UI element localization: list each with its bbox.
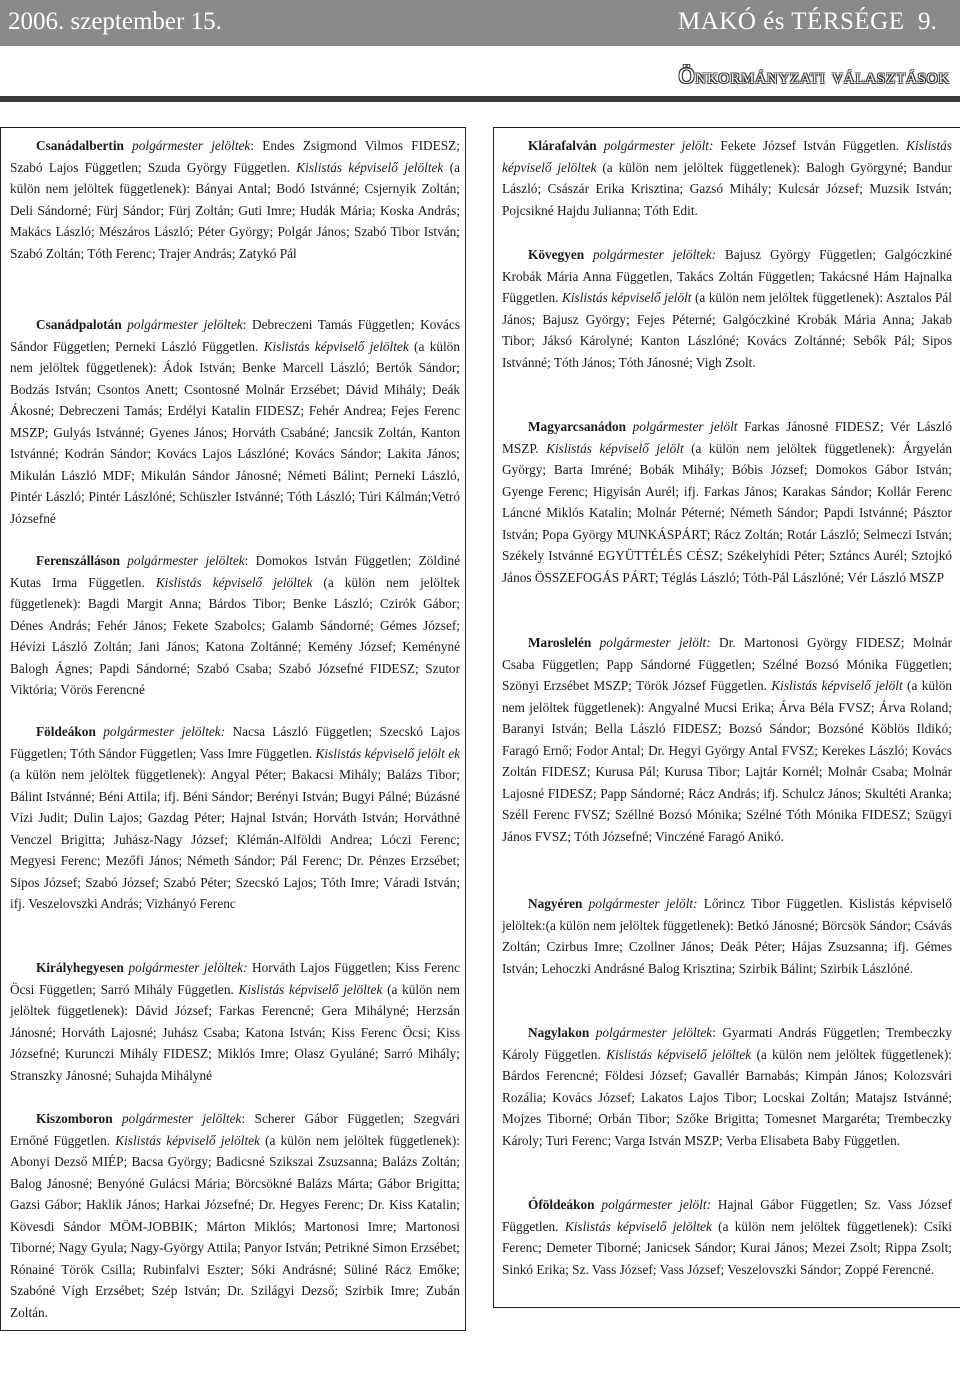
list-candidates: (a külön nem jelöltek függetlenek): Bányai Antal; Bodó Istvánné; Csjernyik Zoltán; Deli Sándorné; Fürj Sándor; Fürj Zoltán; Guti Imre; Hudák Mária; Koska András; Makács László; Mészáros László; Péter György; Polgár János; Szabó Tibor István; Szabó Zoltán; Tóth Ferenc; Trajer András; Zatykó Pál (10, 159, 460, 261)
mayor-candidates: : Debreczeni Tamás Független; Kovács Sándor Független; Perneki László Független. (10, 317, 460, 354)
list-candidates: (a külön nem jelöltek függetlenek): Angyal Péter; Bakacsi Mihály; Balázs Tibor; Bálint Istvánné; Béni Attila; ifj. Béni Sándor; Berényi István; Bugyi Pálné; Búzásné Vízi Judit; Dulin Lajos; Gazdag Péter; Hajnal István; Horváth István; Horváthné Venczel Brigitta; Juhász-Nagy József; Klémán-Alföldi Andrea; Lóczi Ferenc; Megyesi Ferenc; Mezőfi János; Németh Sándor; Pál Ferenc; Dr. Pénzes Erzsébet; Sipos József; Szabó József; Szabó Péter; Szecskó Lajos; Tóth Imre; Váradi István; ifj. Veszelovszki András; Vizhányó Ferenc (10, 767, 460, 911)
list-label: Kislistás képviselő jelöltek (115, 1132, 260, 1148)
town-name: Nagylakon (528, 1025, 590, 1040)
town-name: Királyhegyesen (36, 960, 124, 975)
candidate-entry (10, 135, 460, 264)
candidate-entry (10, 314, 460, 529)
list-candidates: (a külön nem jelöltek függetlenek): Árgyelán György; Barta Imréné; Bobák Mihály; Bóbis József; Domokos Gábor István; Gyenge Ferenc; Higyisán Aurél; ifj. Farkas János; Karakas Sándor; Kollár Ferenc Láncné Miklós Katalin; Molnár Péterné; Németh Sándor; Papdi Istvánné; Pásztor István; Popa György MUNKÁSPÁRT; Rácz Zoltán; Rotár László; Selmeczi István; Székely Istvánné EGYÜTTÉLÉS CÉSZ; Székelyhidi Péter; Sztáncs Aurél; Sztojkó János ÖSSZEFOGÁS PÁRT; Téglás László; Tóth-Pál Lászlóné; Vér László MSZP (502, 440, 952, 585)
list-candidates: (a külön nem jelöltek függetlenek): Abonyi Dezső MIÉP; Bacsa György; Badicsné Szikszai Zsuzsanna; Balázs Zoltán; Balog Jánosné; Benyóné Gulácsi Mária; Börcsökné Balázs Márta; Gábor Brigitta; Gazsi Gábor; Haklik János; Harkai Józsefné; Dr. Hegyes Ferenc; Dr. Kiss Katalin; Kövesdi Sándor MÖM-JOBBIK; Márton Miklós; Martonosi Imre; Martonosi Tiborné; Nagy Gyula; Nagy-György Attila; Panyor István; Petrikné Simon Erzsébet; Rónainé Török Csilla; Rubinfalvi Eszter; Sóki Andrásné; Süliné Rácz Emőke; Szabóné Vígh Erzsébet; Szép István; Dr. Szilágyi Dezső; Szirbik Imre; Zubán Zoltán. (10, 1132, 460, 1320)
town-name: Maroslelén (528, 635, 592, 650)
mayor-label: polgármester jelölt: (601, 1197, 711, 1212)
mayor-candidates: Horváth Lajos Független; Kiss Ferenc Öcsi Független; Sarró Mihály Független. (10, 960, 460, 997)
mayor-candidates: Fekete József István Független. (713, 138, 900, 153)
issue-date: 2006. szeptember 15. (8, 8, 222, 35)
town-name: Nagyéren (528, 896, 583, 911)
page-header-bar (0, 0, 960, 46)
candidate-entry (502, 632, 952, 847)
list-candidates: (a külön nem jelöltek függetlenek): Dávid József; Farkas Ferencné; Gera Mihályné; Herzsán Jánosné; Horváth Lajosné; Juhász Csaba; Katona István; Kiss Ferenc Öcsi; Kiss Józsefné; Kurunczi Mihály FIDESZ; Miklós Imre; Olasz Gyuláné; Sarró Mihály; Stranszky Jánosné; Suhajda Mihályné (10, 981, 461, 1083)
candidate-entry (502, 893, 952, 979)
town-name: Csanádalbertin (36, 138, 124, 153)
list-candidates: (a külön nem jelöltek függetlenek): Balogh Györgyné; Bandur László; Császár Erika Krisztina; Gazsó Mihály; Kulcsár József; Muzsik István; Pojcsikné Hajdu Julianna; Tóth Edit. (502, 159, 952, 218)
town-name: Földeákon (36, 724, 96, 739)
mayor-label: polgármester jelöltek (127, 553, 245, 568)
candidate-entry (502, 1194, 952, 1280)
page-number: 9. (918, 8, 937, 35)
mayor-candidates: Farkas Jánosné FIDESZ; Vér László MSZP. (502, 419, 952, 456)
mayor-candidates: : Endes Zsigmond Vilmos FIDESZ; Szabó Lajos Független; Szuda György Független. (10, 138, 460, 175)
mayor-candidates: : Gyarmati András Független; Trembeczky Károly Független. (502, 1025, 952, 1062)
candidate-entry (502, 416, 952, 588)
town-name: Kövegyen (528, 247, 585, 262)
list-label: Kislistás képviselő jelölt (561, 290, 692, 305)
candidate-entry (502, 1022, 952, 1151)
list-candidates: (a külön nem jelöltek függetlenek): Bárdos Ferencné; Földesi József; Gavallér Barnabás; Kimpán János; Kolozsvári Rozália; Kovács József; Lakatos Lajos Tibor; Locskai Zoltán; Matajsz Istvánné; Mojzes Tiborné; Orbán Tibor; Szőke Brigitta; Tomesnet Margaréta; Trembeczky Károly; Turi Ferenc; Varga István MSZP; Verba Elisabeta Baby Független. (502, 1046, 952, 1148)
mayor-candidates: Nacsa László Független; Szecskó Lajos Független; Tóth Sándor Független; Vass Imre Független. (10, 724, 461, 761)
mayor-candidates: Hajnal Gábor Független; Sz. Vass József Független. (502, 1197, 952, 1234)
list-label: Kislistás képviselő jelöltek (606, 1046, 752, 1062)
mayor-label: polgármester jelöltek: (592, 247, 717, 262)
town-name: Csanádpalotán (36, 317, 122, 332)
list-label: Kislistás képviselő jelöltek (263, 338, 409, 354)
mayor-candidates: : Domokos István Független; Zöldiné Kutas Irma Független. (10, 553, 461, 590)
list-label: Kislistás képviselő jelöltek (564, 1218, 712, 1234)
list-label: Kislistás képviselő jelöltek (238, 981, 383, 997)
list-candidates: (a külön nem jelöltek függetlenek): Asztalos Pál János; Bajusz György; Fejes Péterné; Galgóczkiné Krobák Mária Anna; Jakab Tibor; Jáksó Károlyné; Kanton Lászlóné; Kovács Zoltánné; Sebők Pál; Sipos Istvánné; Tóth János; Tóth Jánosné; Vigh Zsolt. (502, 290, 952, 370)
mayor-candidates: : Scherer Gábor Független; Szegvári Ernőné Független. (10, 1111, 460, 1148)
list-label: Kislistás képviselő jelöltek (502, 138, 952, 175)
town-name: Kiszomboron (36, 1111, 113, 1126)
candidate-entry (502, 135, 952, 221)
list-candidates: (a külön nem jelöltek függetlenek): Csíki Ferenc; Demeter Tiborné; Janicsek Sándor; Kurai János; Mezei Zsolt; Rippa Zsolt; Sinkó Erika; Sz. Vass József; Vass József; Veszelovszki Sándor; Zoppé Ferencné. (502, 1218, 952, 1277)
town-name: Klárafalván (528, 138, 597, 153)
list-candidates: (a külön nem jelöltek függetlenek): Bagdi Margit Anna; Bárdos Tibor; Benke László; Czirók Gábor; Dénes András; Fehér János; Fekete Szabolcs; Galamb Sándorné; Gémes József; Hévízi László Zoltán; Jani János; Katona Zoltánné; Kemény József; Keményné Balogh Ágnes; Papdi Sándorné; Szabó Csaba; Szabó Józsefné FIDESZ; Szutor Viktória; Vörös Ferencné (10, 574, 460, 697)
mayor-label: polgármester jelöltek: (128, 960, 248, 975)
list-label: Kislistás képviselő jelölt (546, 440, 684, 456)
right-column (493, 127, 960, 1308)
mayor-label: polgármester jelölt: (599, 635, 711, 650)
mayor-label: polgármester jelöltek (127, 317, 243, 332)
candidate-entry (10, 721, 460, 915)
mayor-label: polgármester jelöltek: (103, 724, 226, 739)
list-candidates: (a külön nem jelöltek függetlenek): Angyalné Mucsi Erika; Árva Béla FVSZ; Árva Roland; Baranyi István; Bella László FIDESZ; Bozsó Sándor; Bozsóné Köblös Ildikó; Faragó Ernő; Fodor Antal; Dr. Hegyi György Antal FVSZ; Kerekes László; Kovács Zoltán FIDESZ; Kurusa Pál; Kurusa Tibor; Lajtár Kornél; Molnár Csaba; Molnár Lajosné FIDESZ; Papp Sándorné; Rácz András; ifj. Schulcz János; Skultéti Aranka; Széll Ferenc FVSZ; Széllné Bozsó Mónika; Szélné Tóth Mónika FIDESZ; Szügyi János FVSZ; Tóth Józsefné; Vinczéné Faragó Anikó. (502, 678, 952, 844)
mayor-label: polgármester jelölt: (588, 896, 698, 911)
candidate-entry (502, 244, 952, 373)
list-label: Kislistás képviselő jelölt (771, 678, 903, 693)
mayor-label: polgármester jelöltek (122, 1111, 242, 1126)
section-divider (0, 96, 960, 102)
mayor-candidates: Lőrincz Tibor Független. Kislistás képviselő jelöltek:(a külön nem jelöltek függetlenek): Betkó Jánosné; Börcsök Sándor; Csávás Zoltán; Czirbus Imre; Czollner János; Deák Péter; Hájas Zsuzsanna; ifj. Gémes István; Lehoczki Andrásné Balog Krisztina; Szirbik Bálint; Szirbik Lászlóné. (502, 896, 952, 976)
mayor-candidates: Bajusz György Független; Galgóczkiné Krobák Mária Anna Független, Takács Zoltán Független; Takácsné Hám Hajnalka Független. (502, 247, 952, 305)
section-title: Önkormányzati választások (678, 63, 950, 88)
town-name: Magyarcsanádon (528, 419, 627, 434)
mayor-label: polgármester jelölt (632, 419, 738, 434)
mayor-label: polgármester jelöltek (595, 1025, 713, 1040)
left-column (0, 127, 466, 1331)
list-label: Kislistás képviselő jelöltek (296, 159, 444, 175)
candidate-entry (10, 1108, 460, 1323)
list-label: Kislistás képviselő jelöltek (155, 574, 313, 590)
town-name: Óföldeákon (528, 1197, 595, 1212)
town-name: Ferenszálláson (36, 553, 120, 568)
mayor-label: polgármester jelölt: (603, 138, 714, 153)
mayor-candidates: Dr. Martonosi György FIDESZ; Molnár Csaba Független; Papp Sándorné Független; Szélné Bozsó Mónika Független; Szönyi Erzsébet MSZP; Török József Független. (502, 635, 952, 693)
list-label: Kislistás képviselő jelölt ek (315, 745, 461, 761)
publication-name: MAKÓ és TÉRSÉGE (678, 8, 905, 35)
mayor-label: polgármester jelöltek (132, 138, 251, 153)
candidate-entry (10, 957, 460, 1086)
list-candidates: (a külön nem jelöltek függetlenek): Ádok István; Benke Marcell László; Bertók Sándor; Bodzás István; Csontos Anett; Csontosné Molnár Erzsébet; Dávid Mihály; Deák Ákosné; Debreczeni Tamás; Erdélyi Katalin FIDESZ; Fehér Andrea; Fejes Ferenc MSZP; Gulyás Istvánné; Gyenes János; Horváth Csabáné; Jancsik Zoltán, Kanton Istvánné; Kodrán Sándor; Kovács Lajos Lászlóné; Kovács Sándor; Lakita János; Mikulán László MDF; Mikulán Sándor Jánosné; Németi Bálint; Perneki László, Pintér László; Pintér Lászlóné; Schüszler Istvánné; Tóth László; Túri Kálmán;Vetró Józsefné (10, 338, 460, 526)
candidate-entry (10, 550, 460, 701)
